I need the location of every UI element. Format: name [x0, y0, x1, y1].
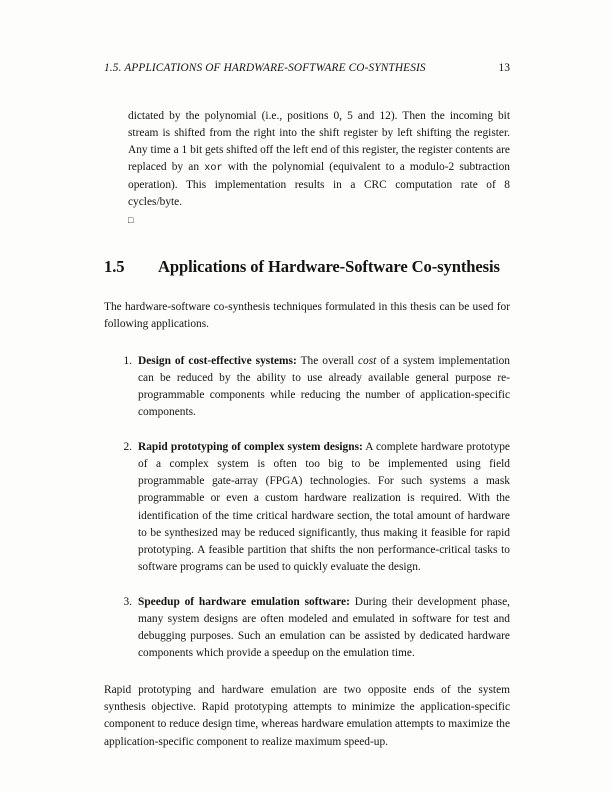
- page-number: 13: [498, 62, 510, 74]
- list-item: [104, 439, 510, 576]
- list-item-marker: 3.: [123, 595, 132, 608]
- list-item-lead: Design of cost-effective systems:: [138, 354, 297, 367]
- intro-paragraph: The hardware-software co-synthesis techniques formulated in this thesis can be used for following applications.: [104, 300, 510, 330]
- list-item-lead: Speedup of hardware emulation software:: [138, 595, 350, 608]
- list-item-lead: Rapid prototyping of complex system designs:: [138, 441, 363, 454]
- section-number: 1.5: [104, 256, 125, 276]
- list-item-text-part1: The overall: [296, 354, 358, 367]
- proof-text-part2: with the polynomial (equivalent to a modulo-2 subtraction operation). This implementation results in a CRC computation rate of 8 cycles/byte.: [128, 161, 510, 209]
- proof-paragraph: [128, 108, 510, 212]
- section-heading: [104, 257, 510, 277]
- list-item-text-part1: During their development phase, many system designs are often modeled and emulated in software for test and debugging purposes. Such an emulation can be assisted by dedicated hardware components which provide a speedup on the emulation time.: [138, 595, 510, 660]
- page-content: [104, 108, 510, 751]
- running-head-title: 1.5. APPLICATIONS OF HARDWARE-SOFTWARE CO-SYNTHESIS: [104, 62, 426, 74]
- list-item-text-part2: of a system implementation can be reduced by the ability to use already available general purpose re-programmable components while reducing the number of application-specific components.: [138, 354, 510, 419]
- list-item-emphasis: cost: [357, 354, 377, 367]
- closing-paragraph: Rapid prototyping and hardware emulation are two opposite ends of the system synthesis objective. Rapid prototyping attempts to minimize the application-specific component to reduce design time, whereas hardware emulation attempts to maximize the application-specific component to realize maximum speed-up.: [104, 684, 510, 748]
- list-item-marker: 2.: [123, 441, 132, 454]
- page-header: [104, 62, 510, 74]
- section-title: Applications of Hardware-Software Co-synthesis: [158, 256, 500, 276]
- list-item: [104, 353, 510, 421]
- proof-text-part1: dictated by the polynomial (i.e., positions 0, 5 and 12). Then the incoming bit stream is shifted from the right into the shift register by left shifting the register. Any time a 1 bit gets shifted off the left end of this register, the register contents are replaced by an: [128, 110, 510, 174]
- list-item-marker: 1.: [123, 354, 132, 367]
- qed-symbol: □: [128, 214, 134, 225]
- list-item-text-part1: A complete hardware prototype of a complex system is often too big to be implemented using field programmable gate-array (FPGA) technologies. For such systems a mask programmable or even a custom hardware realization is required. With the identification of the time critical hardware section, the total amount of hardware to be synthesized may be reduced significantly, thus making it feasible for rapid prototyping. A feasible partition that shifts the non performance-critical tasks to software programs can be used to quickly evaluate the design.: [138, 441, 510, 573]
- xor-keyword: xor: [204, 163, 223, 175]
- applications-list: [104, 353, 510, 663]
- list-item: [104, 594, 510, 662]
